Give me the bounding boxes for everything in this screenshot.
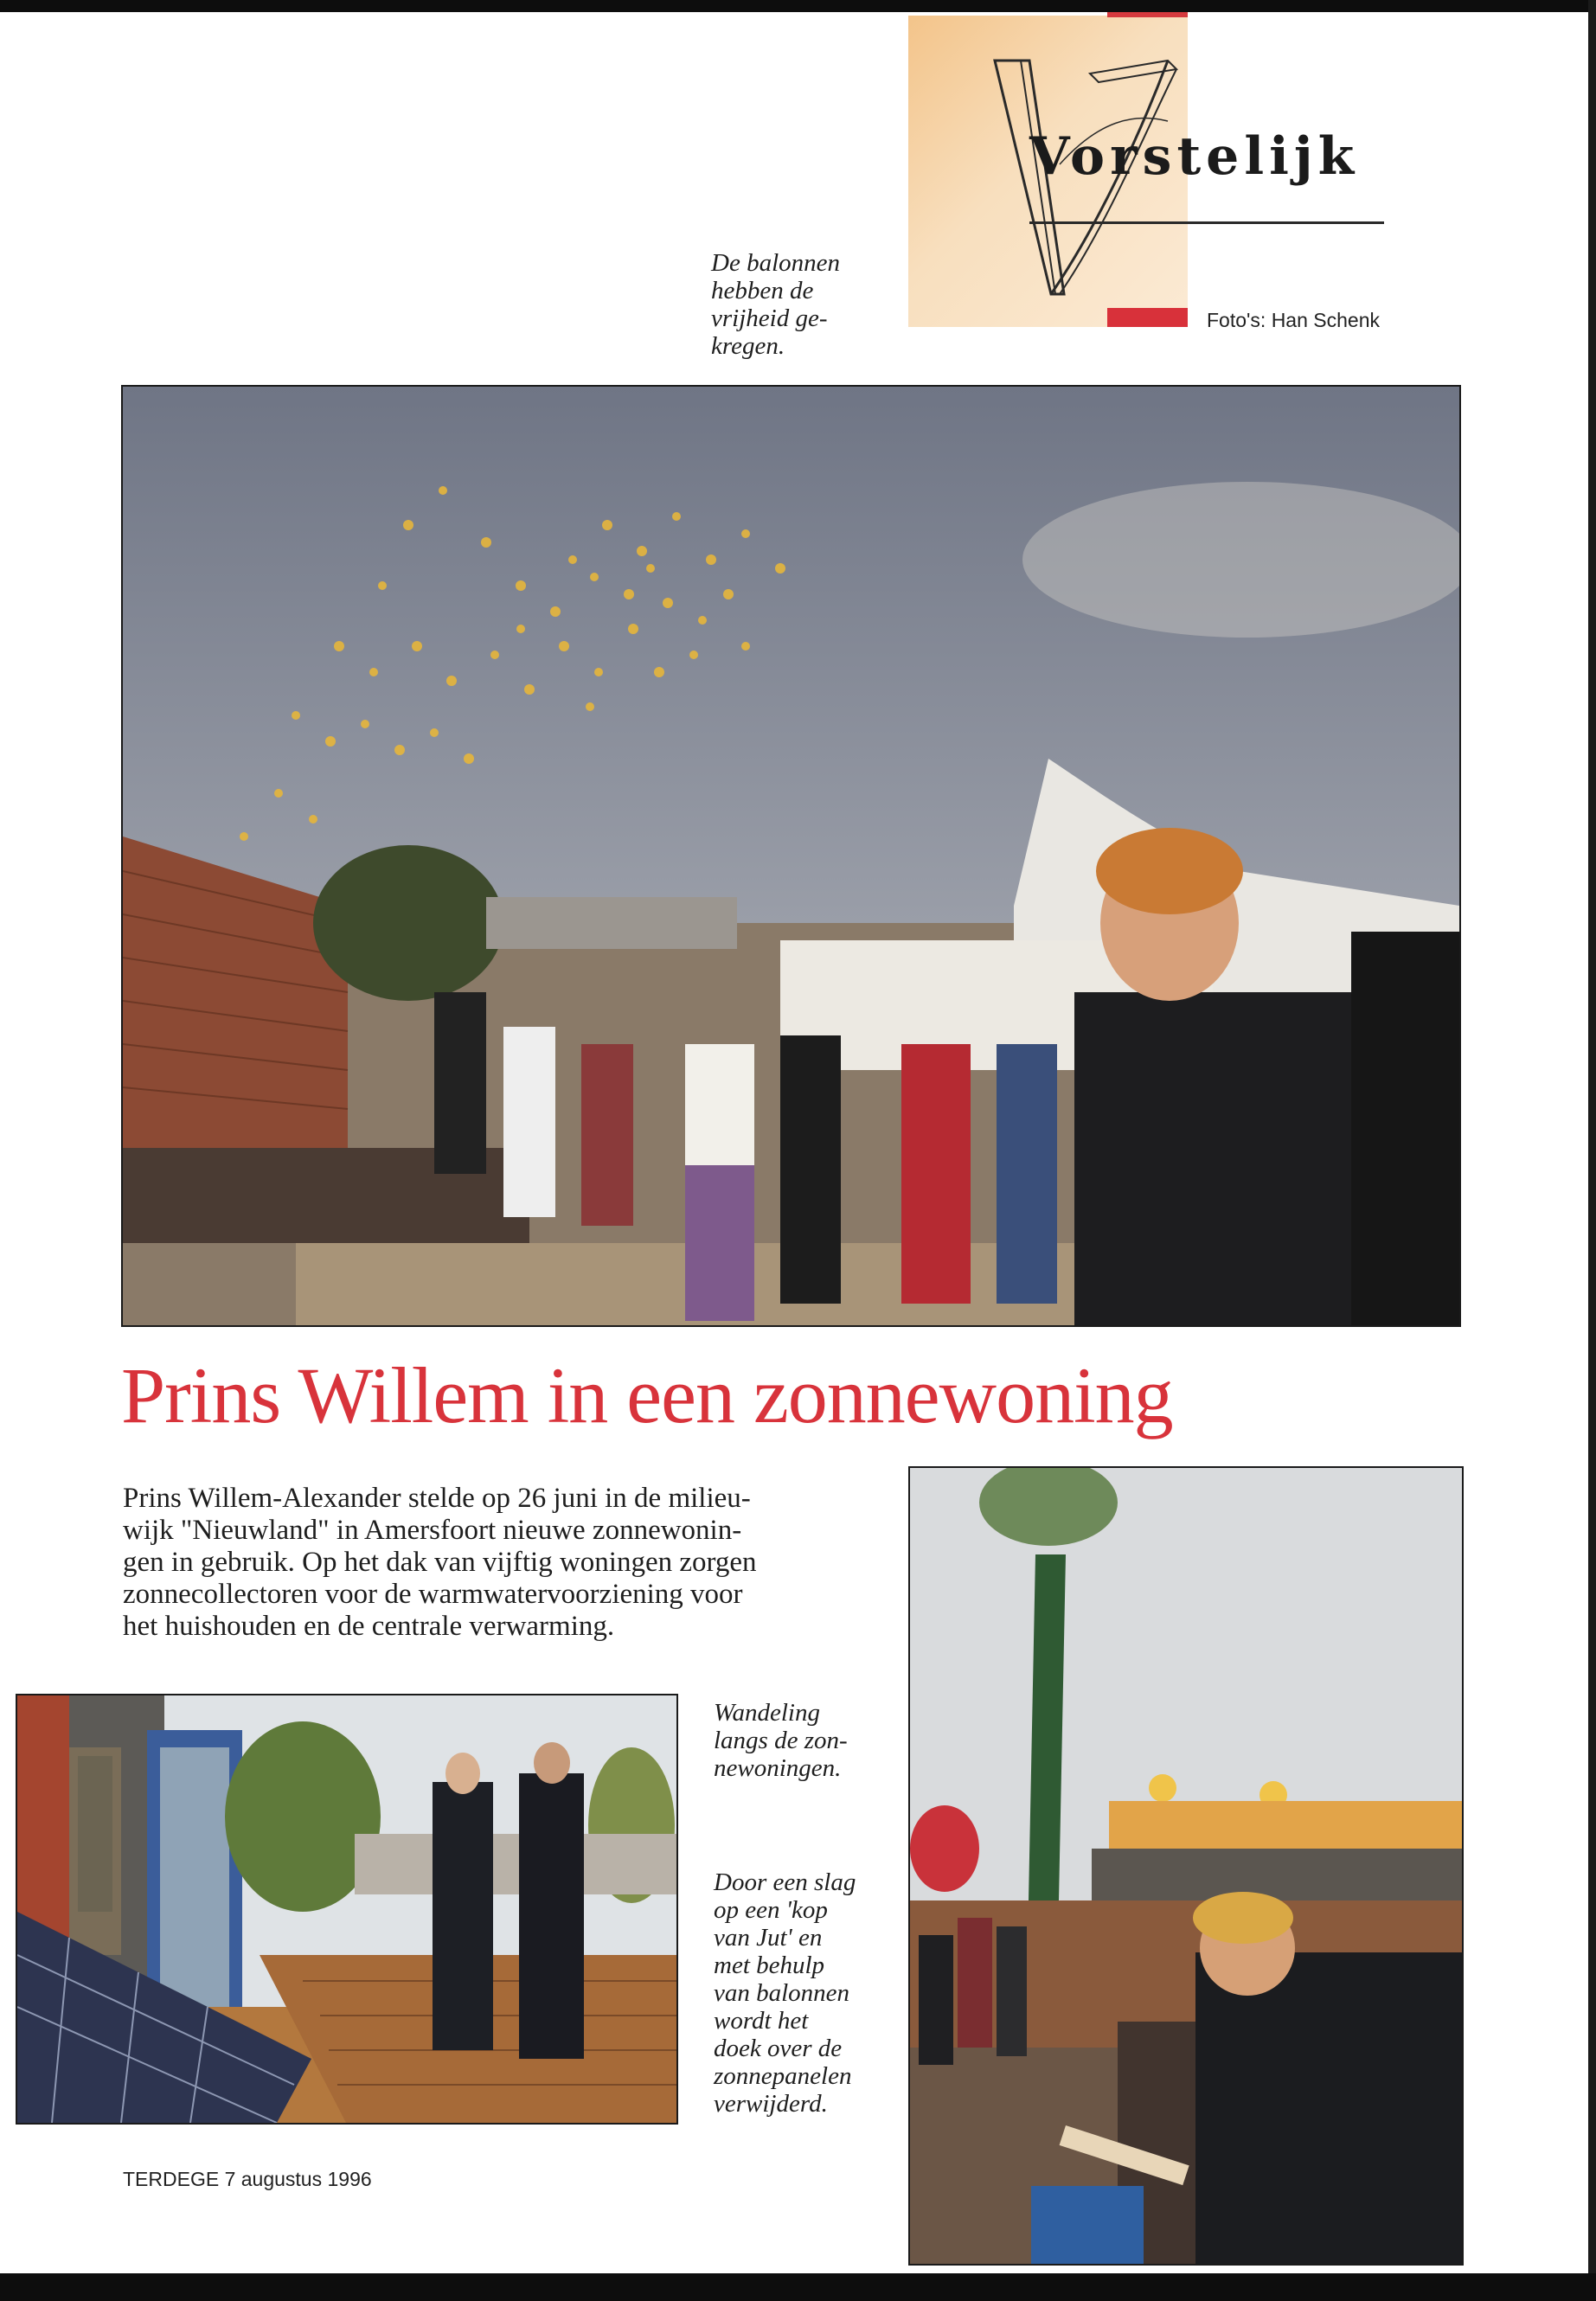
caption-line: op een 'kop (714, 1896, 828, 1924)
caption-line: wordt het (714, 2007, 809, 2035)
caption-hammer (714, 1868, 856, 2118)
logo-accent-bar (1107, 308, 1188, 327)
caption-line: zonnepanelen (714, 2062, 852, 2090)
caption-line: Wandeling (714, 1699, 820, 1727)
caption-line: kregen. (711, 332, 785, 360)
page-frame-bottom (0, 2273, 1596, 2301)
logo-word: Vorstelijk (1029, 126, 1360, 187)
photo-credit: Foto's: Han Schenk (1207, 309, 1380, 331)
body-line: zonnecollectoren voor de warmwatervoorziening voor (123, 1579, 743, 1610)
page-frame-right (1588, 0, 1596, 2301)
caption-line: doek over de (714, 2035, 843, 2062)
body-line: gen in gebruik. Op het dak van vijftig woningen zorgen (123, 1547, 757, 1578)
main-photo-balloons (121, 385, 1461, 1327)
photo-walk (16, 1694, 678, 2125)
caption-line: met behulp (714, 1952, 825, 1979)
caption-line: langs de zon- (714, 1727, 848, 1754)
logo-rule (1029, 221, 1384, 224)
caption-line: van Jut' en (714, 1924, 823, 1952)
caption-walk (714, 1699, 848, 1782)
page-frame-top (0, 0, 1596, 12)
caption-line: vrijheid ge- (711, 304, 828, 332)
caption-line: van balonnen (714, 1979, 850, 2007)
logo-accent-top (1107, 12, 1188, 17)
body-line: het huishouden en de centrale verwarming. (123, 1611, 615, 1642)
caption-line: hebben de (711, 277, 814, 304)
body-line: Prins Willem-Alexander stelde op 26 juni in de milieu- (123, 1483, 751, 1514)
caption-line: newoningen. (714, 1754, 842, 1782)
headline: Prins Willem in een zonnewoning (121, 1351, 1173, 1439)
footer-issue: TERDEGE 7 augustus 1996 (123, 2168, 372, 2190)
caption-line: Door een slag (714, 1868, 856, 1896)
article-body (123, 1483, 757, 1643)
body-line: wijk "Nieuwland" in Amersfoort nieuwe zonnewonin- (123, 1515, 742, 1546)
caption-line: verwijderd. (714, 2090, 828, 2118)
photo-hammer (908, 1466, 1464, 2266)
caption-line: De balonnen (711, 249, 840, 277)
caption-balloons (711, 249, 840, 360)
